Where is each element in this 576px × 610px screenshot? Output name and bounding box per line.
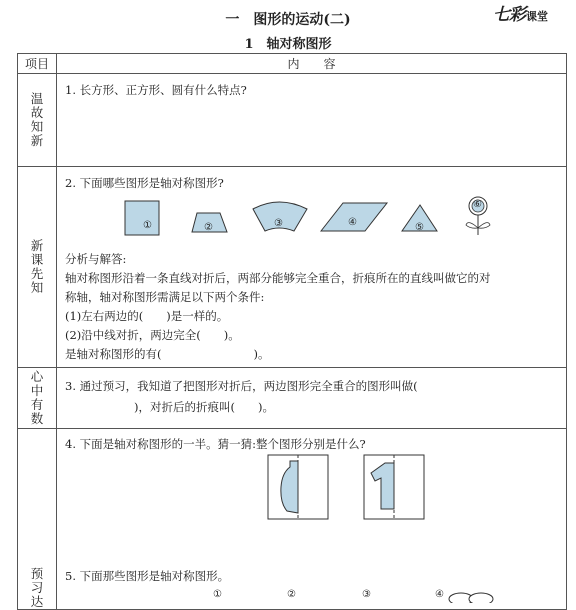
label-char: 习 — [30, 580, 44, 595]
new-lesson-content — [57, 167, 567, 368]
question-2: 2. 下面哪些图形是轴对称图形? — [65, 176, 224, 190]
insight-content — [57, 368, 567, 429]
row-label-review — [18, 74, 57, 167]
analysis-line-1: 轴对称图形沿着一条直线对折后，两部分能够完全重合，折痕所在的直线叫做它的对 — [65, 271, 491, 285]
table-row-review — [18, 74, 567, 167]
shirt-half-figure — [364, 455, 424, 519]
label-char: 有 — [30, 397, 44, 412]
label-char: 先 — [30, 266, 44, 281]
analysis-line-2: 称轴，轴对称图形需满足以下两个条件: — [65, 290, 265, 304]
condition-2: (2)沿中线对折，两边完全( )。 — [65, 328, 240, 342]
label-char: 心 — [30, 369, 44, 384]
half-figures — [57, 453, 567, 525]
question-4: 4. 下面是轴对称图形的一半。猜一猜:整个图形分别是什么? — [65, 437, 366, 451]
header-content: 内 容 — [57, 54, 567, 74]
worksheet-table — [17, 53, 567, 610]
shapes-row — [57, 195, 567, 245]
question-5: 5. 下面那些图形是轴对称图形。 — [65, 569, 230, 583]
label-char: 达 — [30, 594, 44, 609]
label-char: 课 — [30, 252, 44, 267]
shape-number-2: ② — [204, 222, 213, 233]
section-title: 1 轴对称图形 — [244, 37, 332, 52]
label-char: 新 — [30, 238, 44, 253]
shape-number-5: ⑤ — [415, 222, 424, 233]
label-char: 数 — [30, 411, 44, 426]
review-content — [57, 74, 567, 167]
row-label-preview — [18, 429, 57, 610]
table-row-new-lesson — [18, 167, 567, 368]
label-char: 知 — [30, 280, 44, 295]
table-header-row — [18, 54, 567, 74]
analysis-title: 分析与解答: — [65, 252, 127, 266]
label-char: 故 — [30, 105, 44, 120]
brand-logo-text: 七彩 — [493, 5, 525, 25]
q5-number-3: ③ — [362, 589, 371, 600]
brand-tail: 课堂 — [526, 10, 548, 23]
label-char: 温 — [30, 91, 44, 106]
q5-number-4: ④ — [435, 589, 444, 600]
header-item: 项目 — [18, 54, 57, 74]
answer-line: 是轴对称图形的有( )。 — [65, 347, 270, 361]
shape-number-4: ④ — [348, 217, 357, 228]
question-1: 1. 长方形、正方形、圆有什么特点? — [65, 83, 247, 97]
label-char: 新 — [30, 133, 44, 148]
shape-number-3: ③ — [274, 218, 283, 229]
q5-shape-4 — [447, 589, 497, 603]
question-3-line-1: 3. 通过预习，我知道了把图形对折后，两边图形完全重合的图形叫做( — [65, 379, 418, 393]
shape-number-6: ⑥ — [473, 199, 482, 210]
chapter-title: 一 图形的运动(二) — [225, 12, 351, 28]
row-label-insight — [18, 368, 57, 429]
condition-1: (1)左右两边的( )是一样的。 — [65, 309, 229, 323]
label-char: 知 — [30, 119, 44, 134]
shape-number-1: ① — [143, 220, 152, 231]
square-shape — [125, 201, 159, 235]
label-char: 预 — [30, 566, 44, 581]
row-label-new-lesson — [18, 167, 57, 368]
q5-number-1: ① — [213, 589, 222, 600]
table-row-insight — [18, 368, 567, 429]
table-row-preview — [18, 429, 567, 610]
q5-number-2: ② — [287, 589, 296, 600]
label-char: 中 — [30, 383, 44, 398]
preview-content — [57, 429, 567, 610]
question-3-line-2: )，对折后的折痕叫( )。 — [65, 400, 274, 414]
vase-half-figure — [268, 455, 328, 519]
